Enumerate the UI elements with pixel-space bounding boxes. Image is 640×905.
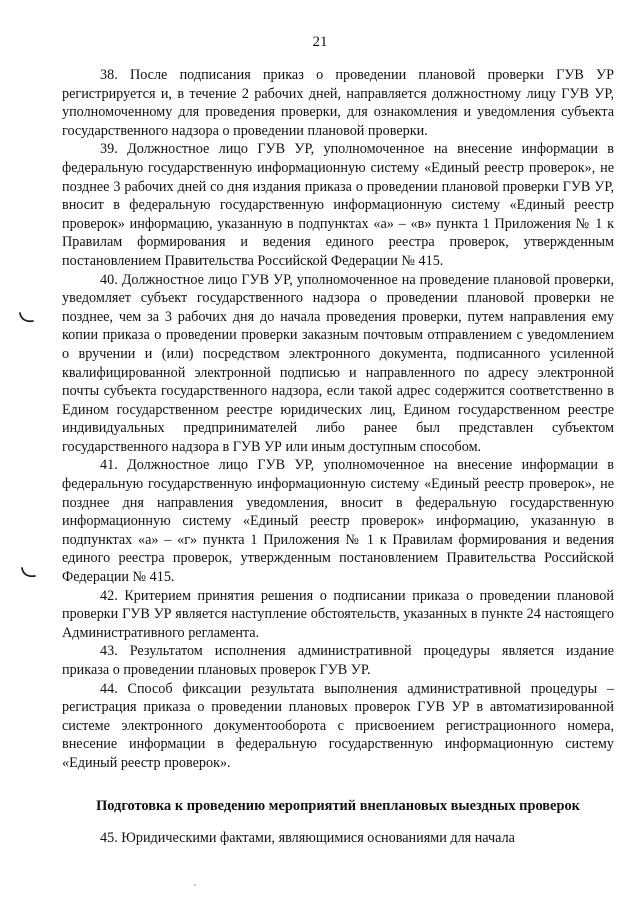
margin-check-mark-icon (20, 565, 36, 579)
margin-check-mark-icon (18, 310, 34, 324)
scan-speck (194, 884, 196, 886)
paragraph-43: 43. Результатом исполнения административной процедуры является издание приказа о проведении плановых проверок ГУВ УР. (62, 643, 614, 678)
page-number: 21 (312, 34, 328, 50)
section-heading: Подготовка к проведению мероприятий внеплановых выездных проверок (96, 797, 580, 814)
paragraph-44: 44. Способ фиксации результата выполнения административной процедуры – регистрация приказа о проведении плановых проверок ГУВ УР в автоматизированной системе электронного документооборота с присвоением регистрационного номера, внесение информации в федеральную государственную информационную систему «Единый реестр проверок». (62, 680, 614, 771)
paragraph-45: 45. Юридическими фактами, являющимися основаниями для начала (100, 830, 515, 847)
paragraph-40: 40. Должностное лицо ГУВ УР, уполномоченное на проведение плановой проверки, уведомляет субъект государственного надзора о проведении плановой проверки не позднее, чем за 3 рабочих дня до начала проведения проверки, путем направления ему копии приказа о проведении проверки заказным почтовым отправлением с уведомлением о вручении и (или) посредством электронного документа, подписанного усиленной квалифицированной электронной подписью и направленного по адресу электронной почты субъекта государственного надзора, если такой адрес содержится соответственно в Едином государственном реестре юридических лиц, Едином государственном реестре индивидуальных предпринимателей либо ранее был представлен субъектом государственного надзора в ГУВ УР или иным доступным способом. (62, 271, 614, 455)
paragraph-39: 39. Должностное лицо ГУВ УР, уполномоченное на внесение информации в федеральную государственную информационную систему «Единый реестр проверок», не позднее 3 рабочих дней со дня издания приказа о проведении плановой проверки ГУВ УР, вносит в федеральную государственную информационную систему «Единый реестр проверок» информацию, указанную в подпунктах «а» – «в» пункта 1 Приложения № 1 к Правилам формирования и ведения единого реестра проверок, утвержденным постановлением Правительства Российской Федерации № 415. (62, 141, 614, 269)
paragraph-41: 41. Должностное лицо ГУВ УР, уполномоченное на внесение информации в федеральную государственную информационную систему «Единый реестр проверок», не позднее дня направления уведомления, вносит в федеральную государственную информационную систему «Единый реестр проверок» информацию, указанную в подпунктах «а» – «г» пункта 1 Приложения № 1 к Правилам формирования и ведения единого реестра проверок, утвержденным постановлением Правительства Российской Федерации № 415. (62, 457, 614, 586)
paragraph-42: 42. Критерием принятия решения о подписании приказа о проведении плановой проверки ГУВ УР является наступление обстоятельств, указанных в пункте 24 настоящего Административного регламента. (62, 587, 614, 641)
paragraph-38: 38. После подписания приказ о проведении плановой проверки ГУВ УР регистрируется и, в течение 2 рабочих дней, направляется должностному лицу ГУВ УР, уполномоченному для проведения проверки, для ознакомления и уведомления субъекта государственного надзора о проведении плановой проверки. (62, 67, 614, 139)
document-body (62, 66, 614, 848)
